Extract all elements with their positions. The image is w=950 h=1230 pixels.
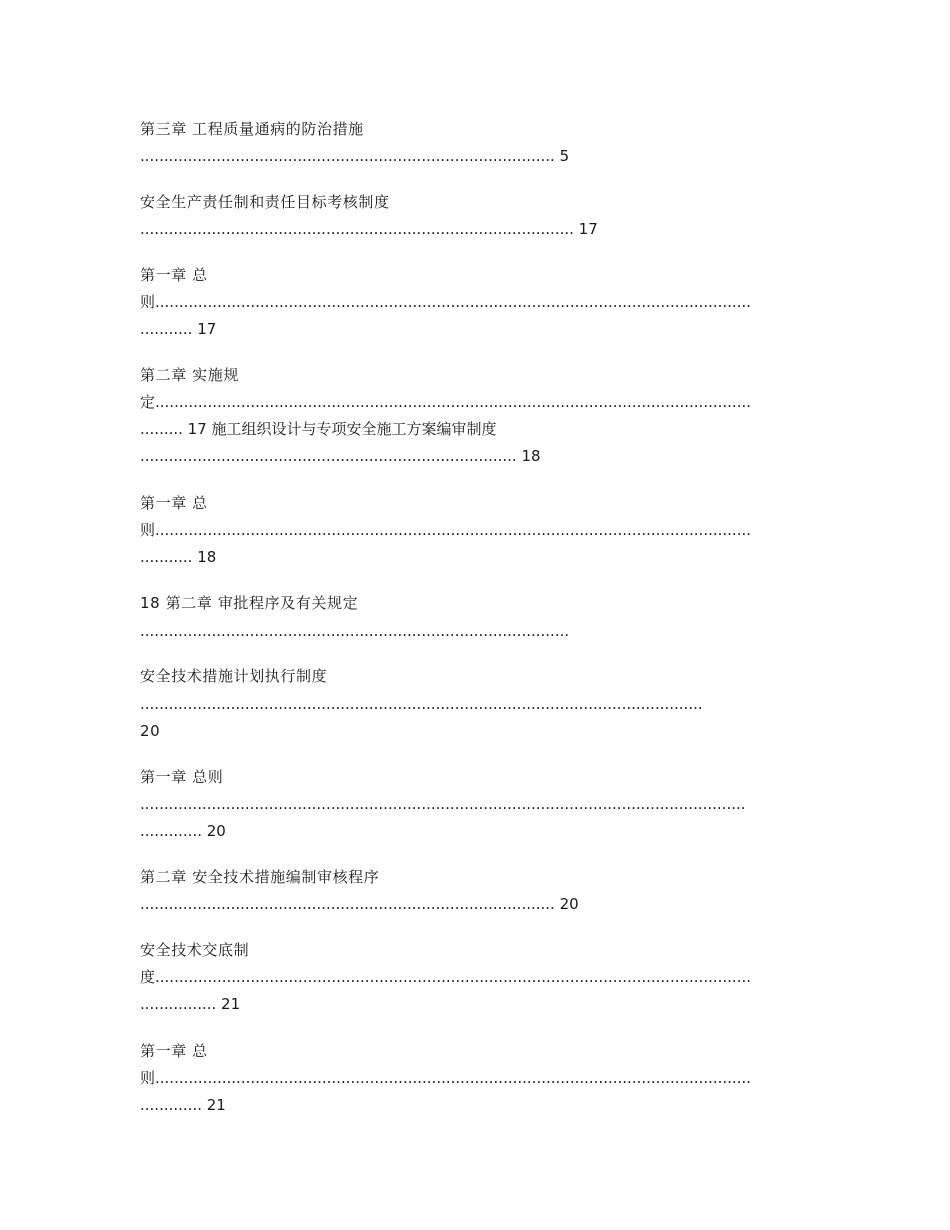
toc-leader: ............. 21 <box>140 1096 226 1114</box>
toc-leader: ................ 21 <box>140 995 241 1013</box>
toc-leader: ....................................................................................... 5 <box>140 147 570 165</box>
toc-leader: ....................................................................................... 20 <box>140 895 579 913</box>
toc-leader: ...................................................................................................................... <box>140 695 703 713</box>
toc-heading: 第二章 安全技术措施编制审核程序 <box>140 868 380 886</box>
toc-leader: ......... 17 施工组织设计与专项安全施工方案编审制度 <box>140 420 497 438</box>
toc-leader: 定............................................................................................................................. <box>140 393 752 411</box>
toc-heading: 第三章 工程质量通病的防治措施 <box>140 120 364 138</box>
toc-leader: 则............................................................................................................................. <box>140 1069 752 1087</box>
toc-leader: ............................................................................... 18 <box>140 447 541 465</box>
toc-heading: 第一章 总则 <box>140 768 224 786</box>
toc-heading: 第一章 总 <box>140 1042 208 1060</box>
toc-heading: 第一章 总 <box>140 266 208 284</box>
toc-leader: ............................................................................................................................... <box>140 795 746 813</box>
toc-page-number: 20 <box>140 722 161 740</box>
toc-leader: 则............................................................................................................................. <box>140 293 752 311</box>
toc-leader: 则............................................................................................................................. <box>140 521 752 539</box>
toc-leader: ........................................................................................... 17 <box>140 220 598 238</box>
toc-heading: 安全生产责任制和责任目标考核制度 <box>140 193 390 211</box>
toc-heading: 安全技术交底制 <box>140 941 250 959</box>
toc-heading: 第二章 实施规 <box>140 366 239 384</box>
toc-leader: ............. 20 <box>140 822 226 840</box>
toc-leader: ........... 17 <box>140 320 217 338</box>
toc-leader: ........... 18 <box>140 548 217 566</box>
toc-leader: .......................................................................................... <box>140 622 570 640</box>
toc-leader: 度............................................................................................................................. <box>140 968 752 986</box>
toc-heading: 第一章 总 <box>140 494 208 512</box>
toc-heading: 18 第二章 审批程序及有关规定 <box>140 594 359 612</box>
toc-heading: 安全技术措施计划执行制度 <box>140 667 328 685</box>
